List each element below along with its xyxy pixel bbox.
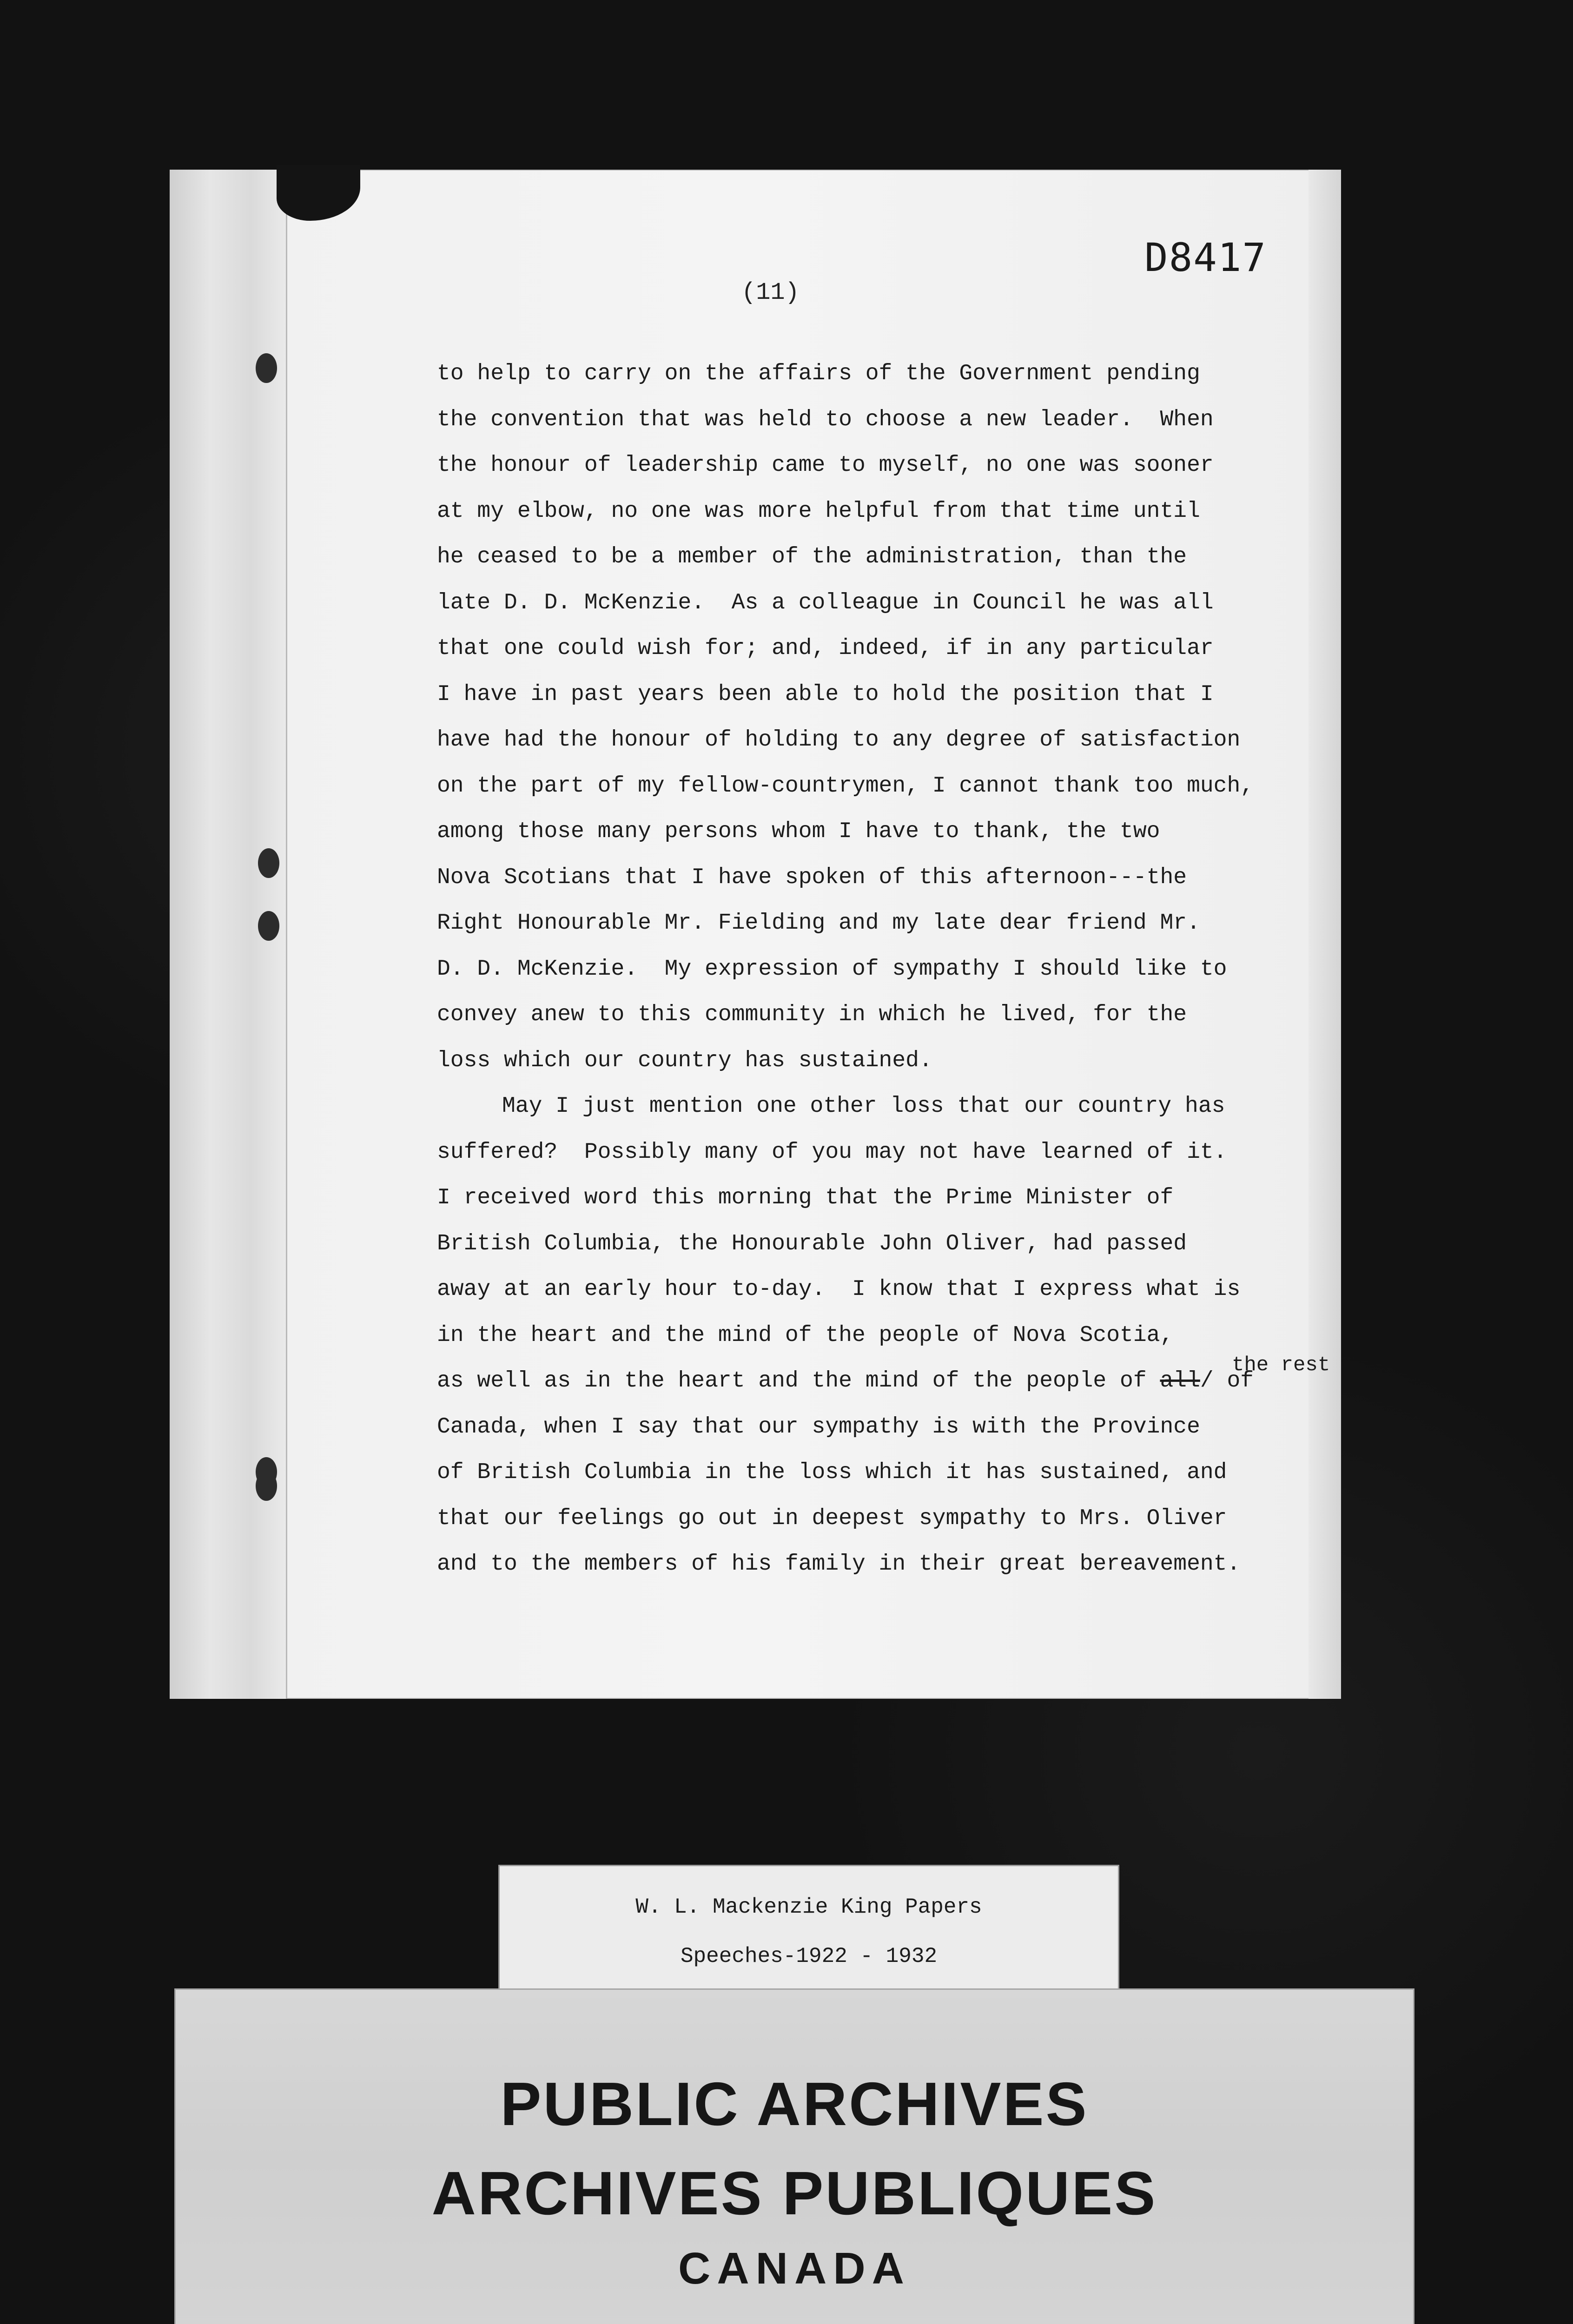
torn-corner — [277, 165, 360, 221]
text-line: to help to carry on the affairs of the Government pending — [437, 361, 1200, 386]
text-line: that our feelings go out in deepest sympathy to Mrs. Oliver — [437, 1505, 1227, 1531]
text-line: have had the honour of holding to any degree of satisfaction — [437, 727, 1241, 753]
collection-series: Speeches-1922 - 1932 — [680, 1944, 938, 1968]
text-line: and to the members of his family in their great bereavement. — [437, 1552, 1241, 1577]
text-line: loss which our country has sustained. — [437, 1048, 932, 1073]
text-line: D. D. McKenzie. My expression of sympathy I should like to — [437, 956, 1227, 982]
punch-hole-icon — [256, 353, 277, 383]
collection-name: W. L. Mackenzie King Papers — [635, 1895, 982, 1919]
archives-title-french: ARCHIVES PUBLIQUES — [431, 2159, 1157, 2227]
text-line-paragraph-start: May I just mention one other loss that our country has — [502, 1094, 1225, 1119]
text-line: at my elbow, no one was more helpful from that time until — [437, 498, 1200, 524]
text-line: away at an early hour to-day. I know that I express what is — [437, 1277, 1241, 1302]
archives-title-english: PUBLIC ARCHIVES — [500, 2070, 1089, 2138]
punch-hole-icon — [258, 848, 279, 878]
interlinear-insertion: the rest — [1232, 1353, 1330, 1377]
text-line: of British Columbia in the loss which it has sustained, and — [437, 1460, 1227, 1485]
text-line: in the heart and the mind of the people of Nova Scotia, — [437, 1322, 1174, 1348]
typed-speech-page — [170, 170, 1341, 1699]
text-line: the convention that was held to choose a new leader. When — [437, 407, 1214, 432]
text-line: among those many persons whom I have to thank, the two — [437, 819, 1160, 844]
punch-hole-icon — [256, 1471, 277, 1501]
text-line: I have in past years been able to hold the position that I — [437, 681, 1214, 707]
page-number: (11) — [741, 279, 800, 306]
text-line: late D. D. McKenzie. As a colleague in Council he was all — [437, 590, 1214, 615]
text-line: British Columbia, the Honourable John Oliver, had passed — [437, 1231, 1187, 1256]
text-line: the honour of leadership came to myself, no one was sooner — [437, 453, 1214, 478]
text-line: on the part of my fellow-countrymen, I cannot thank too much, — [437, 773, 1254, 799]
text-line: convey anew to this community in which he lived, for the — [437, 1002, 1187, 1027]
text-line: that one could wish for; and, indeed, if in any particular — [437, 636, 1214, 661]
text-line: suffered? Possibly many of you may not have learned of it. — [437, 1139, 1227, 1165]
archives-stamp-card — [174, 1988, 1414, 2324]
struck-word: all — [1160, 1368, 1200, 1393]
document-reference-number: D8417 — [1144, 235, 1267, 280]
archives-country: CANADA — [678, 2244, 911, 2293]
line-tail: / of — [1200, 1368, 1254, 1393]
text-line: Right Honourable Mr. Fielding and my late dear friend Mr. — [437, 911, 1200, 936]
collection-label-card — [498, 1865, 1119, 1991]
text-line: Nova Scotians that I have spoken of this afternoon---the — [437, 865, 1187, 890]
text-line-start: as well as in the heart and the mind of the people of — [437, 1368, 1160, 1393]
speech-body-text — [437, 351, 1460, 1587]
text-line: Canada, when I say that our sympathy is with the Province — [437, 1414, 1200, 1439]
punch-hole-icon — [258, 911, 279, 941]
text-line: he ceased to be a member of the administration, than the — [437, 544, 1187, 569]
text-line: I received word this morning that the Prime Minister of — [437, 1185, 1174, 1210]
